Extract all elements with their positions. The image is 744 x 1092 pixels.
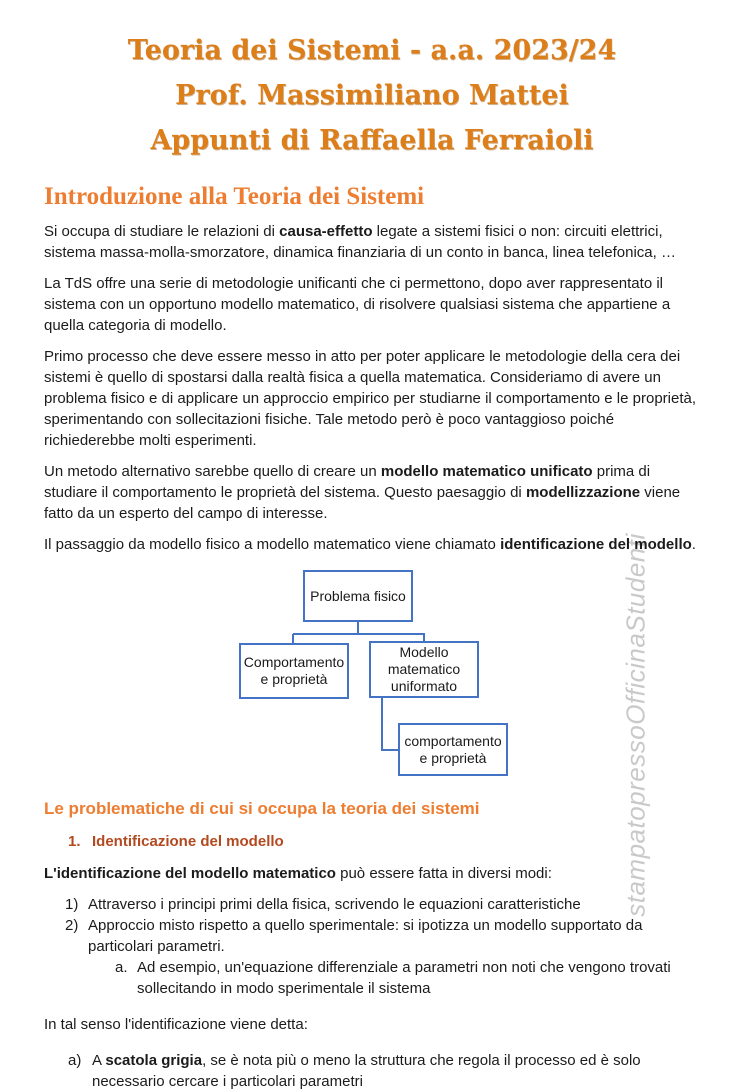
paragraph-identificazione: Il passaggio da modello fisico a modello matematico viene chiamato identificazione del modello. [44,536,696,553]
subheading-number: 1. [68,833,81,850]
watermark-text: stampatopressoOfficinaStudenti [620,533,651,917]
list-item-text: Ad esempio, un'equazione differenziale a parametri non noti che vengono trovati sollecitando in modo sperimentale il sistema [137,959,671,997]
paragraph-tds-metodologie: La TdS offre una serie di metodologie unificanti che ci permettono, dopo aver rappresentato il sistema con un opportuno modello matematico, di risolvere qualsiasi sistema che appartiene a quella categoria di modello. [44,275,671,334]
title-line-professor: Prof. Massimiliano Mattei [175,80,569,111]
flowchart-box-comportamento-proprieta-2: comportamento e proprietà [398,723,508,776]
connector-line [423,634,425,642]
list-subitem-a [115,957,700,999]
title-line-course: Teoria dei Sistemi - a.a. 2023/24 [127,35,617,66]
paragraph-metodo-alternativo: Un metodo alternativo sarebbe quello di creare un modello matematico unificato prima di studiare il comportamento le proprietà del sistema. Questo paesaggio di modellizzazione viene fatto da un esperto del campo di interesse. [44,463,681,522]
list-marker: a) [68,1052,82,1069]
paragraph-causa-effetto: Si occupa di studiare le relazioni di causa-effetto legate a sistemi fisici o non: circuiti elettrici, sistema massa-molla-smorzatore, dinamica finanziaria di un conto in banca, linea telefonica, … [44,223,676,261]
section-heading-introduzione: Introduzione alla Teoria dei Sistemi [44,183,425,210]
flowchart-identificazione [44,565,700,783]
paragraph-primo-processo: Primo processo che deve essere messo in atto per poter applicare le metodologie della cera dei sistemi è quello di spostarsi dalla realtà fisica a quella matematica. Consideriamo di avere un problema fisico e di applicare un approccio empirico per studiarne il comportamento e le proprietà, sperimentando con sollecitazioni fisiche. Tale metodo però è poco vantaggioso poiché richiederebbe molti esperimenti. [44,348,697,449]
connector-line [381,749,400,751]
flowchart-box-problema-fisico: Problema fisico [303,570,413,622]
connector-line [293,633,425,635]
connector-line [292,634,294,644]
list-marker: 2) [65,917,79,934]
numbered-subheading-identificazione [68,833,700,851]
paragraph-in-tal-senso: In tal senso l'identificazione viene detta: [44,1016,308,1033]
flowchart-box-modello-matematico: Modello matematico uniformato [369,641,479,698]
list-item-text: A scatola grigia, se è nota più o meno la struttura che regola il processo ed è solo necessario cercare i particolari parametri [92,1052,641,1090]
list-item-text: Attraverso i principi primi della fisica, scrivendo le equazioni caratteristiche [88,896,581,913]
list-item-1 [65,894,700,915]
list-item-text: Approccio misto rispetto a quello sperimentale: si ipotizza un modello supportato da particolari parametri. [88,917,643,955]
list-item-2 [65,915,700,957]
document-title [44,28,700,163]
connector-line [381,698,383,751]
paragraph-modi-identificazione: L'identificazione del modello matematico può essere fatta in diversi modi: [44,865,552,882]
list-item-scatola-grigia [68,1050,700,1092]
list-marker: a. [115,959,128,976]
list-marker: 1) [65,896,79,913]
section-heading-problematiche: Le problematiche di cui si occupa la teoria dei sistemi [44,799,480,818]
flowchart-box-comportamento-proprieta: Comportamento e proprietà [239,643,349,699]
subheading-label: Identificazione del modello [92,833,284,850]
title-line-author: Appunti di Raffaella Ferraioli [150,125,594,156]
